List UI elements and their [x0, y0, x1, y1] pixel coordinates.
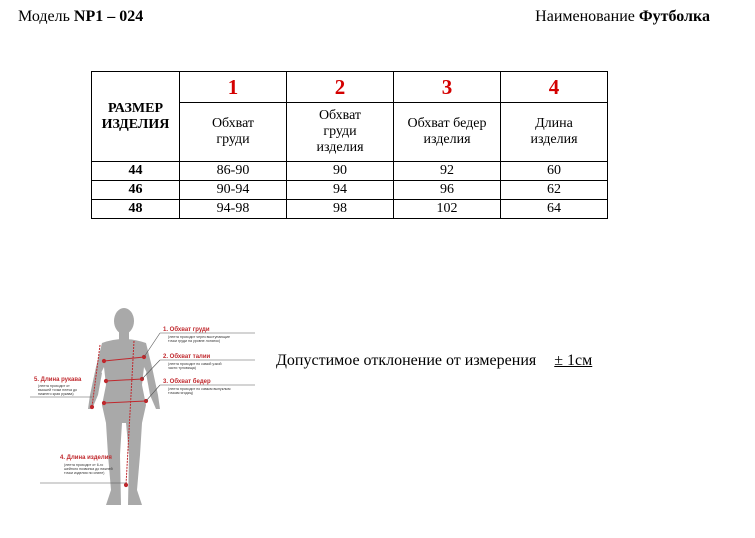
label-note: части туловища)	[168, 366, 196, 370]
label-note: точки груди на уровне лопаток)	[168, 339, 221, 343]
size-header-line: РАЗМЕР	[107, 100, 163, 116]
label-title: 2. Обхват талии	[163, 354, 211, 360]
title-line: изделия	[316, 140, 364, 155]
length-cell: 64	[501, 200, 608, 219]
title-line: Длина	[535, 116, 573, 131]
label-title: 4. Длина изделия	[60, 455, 112, 461]
label-note: (лента проходит от 6-го	[64, 463, 104, 467]
size-table	[91, 71, 608, 219]
size-header-line: ИЗДЕЛИЯ	[101, 116, 170, 132]
label-note: нижнего края рукава)	[38, 392, 74, 396]
name-label: Наименование	[535, 8, 635, 25]
hips-cell: 92	[394, 162, 501, 181]
size-column-header	[92, 72, 180, 162]
title-line: груди	[323, 124, 357, 139]
size-cell: 44	[92, 162, 180, 181]
label-note: высшей точки плеча до	[38, 388, 78, 392]
chest-garment-cell: 98	[287, 200, 394, 219]
chest-cell: 90-94	[180, 181, 287, 200]
size-cell: 48	[92, 200, 180, 219]
title-line: Обхват бедер	[407, 116, 487, 131]
table-row	[92, 200, 608, 219]
column-number: 2	[287, 72, 394, 103]
product-name-heading	[535, 8, 710, 26]
column-title-length	[501, 103, 608, 162]
label-note: точкам ягодиц)	[168, 391, 193, 395]
column-number: 1	[180, 72, 287, 103]
title-line: изделия	[423, 132, 471, 147]
label-note: (лента проходит по самым выпуклым	[168, 387, 231, 391]
label-title: 5. Длина рукава	[34, 377, 82, 383]
column-title-chest	[180, 103, 287, 162]
hips-cell: 96	[394, 181, 501, 200]
label-title: 1. Обхват груди	[163, 327, 210, 333]
column-title-chest-garment	[287, 103, 394, 162]
title-line: Обхват	[211, 116, 255, 131]
column-number: 4	[501, 72, 608, 103]
chest-garment-cell: 94	[287, 181, 394, 200]
label-title: 3. Обхват бедер	[163, 379, 211, 385]
title-line: Обхват	[318, 108, 362, 123]
title-line: груди	[216, 132, 250, 147]
length-cell: 62	[501, 181, 608, 200]
name-value: Футболка	[638, 8, 710, 25]
label-note: (лента проходит через выступающие	[168, 335, 231, 339]
model-heading	[18, 8, 143, 26]
tolerance-note	[276, 352, 592, 370]
label-note: шейного позвонка до нижней	[64, 467, 113, 471]
table-row	[92, 162, 608, 181]
label-note: (лента проходит по самой узкой	[168, 362, 222, 366]
tolerance-text: Допустимое отклонение от измерения	[276, 352, 537, 369]
measurement-figure	[30, 305, 260, 510]
label-note: точки изделия по спине)	[64, 471, 105, 475]
hips-cell: 102	[394, 200, 501, 219]
chest-cell: 94-98	[180, 200, 287, 219]
body-silhouette	[88, 308, 160, 505]
title-line: изделия	[530, 132, 578, 147]
length-cell: 60	[501, 162, 608, 181]
chest-cell: 86-90	[180, 162, 287, 181]
model-label: Модель	[18, 8, 70, 25]
column-title-hips	[394, 103, 501, 162]
size-cell: 46	[92, 181, 180, 200]
label-note: (лента проходит от	[38, 384, 70, 388]
model-value: NP1 – 024	[73, 8, 144, 25]
tolerance-value: ± 1см	[554, 352, 593, 369]
table-row	[92, 181, 608, 200]
column-number: 3	[394, 72, 501, 103]
chest-garment-cell: 90	[287, 162, 394, 181]
